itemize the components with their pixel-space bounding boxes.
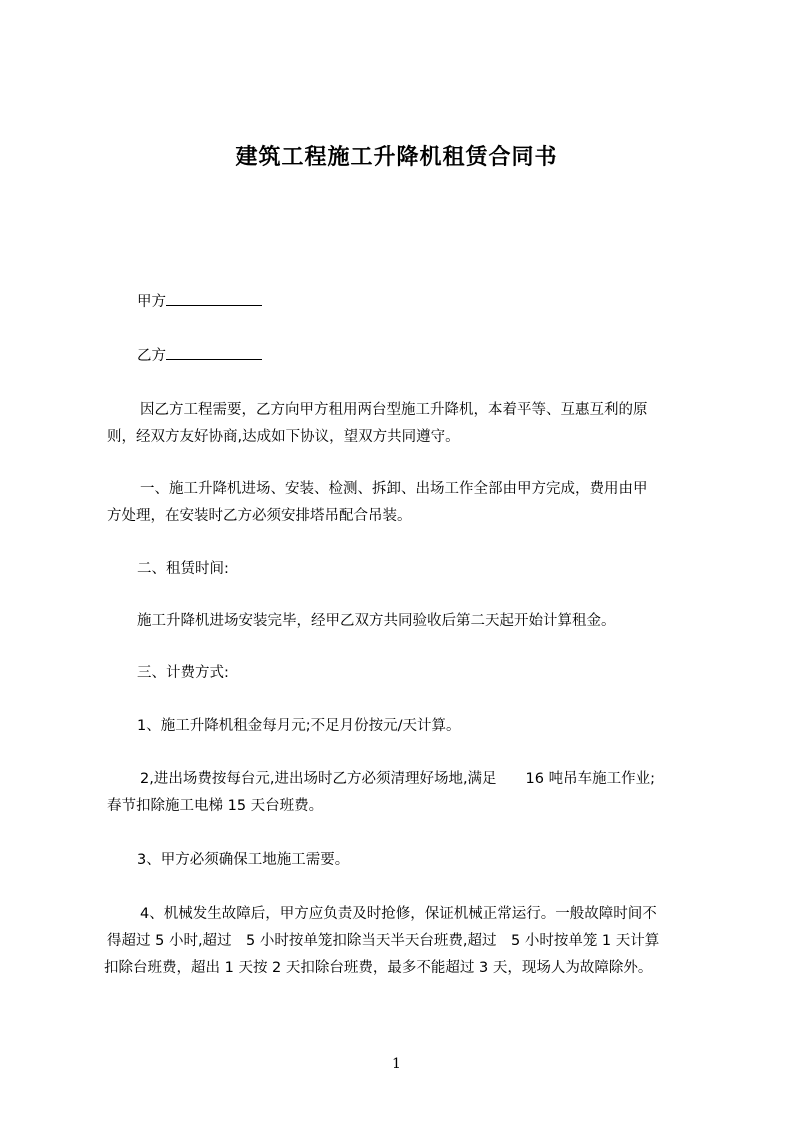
intro-line-2: 则，经双方友好协商,达成如下协议，望双方共同遵守。 — [107, 429, 460, 445]
item-4-line-3: 扣除台班费，超出 1 天按 2 天扣除台班费，最多不能超过 3 天，现场人为故障除外。 — [104, 960, 653, 976]
item-2-line-1: 2,进出场费按每台元,进出场时乙方必须清理好场地,满足 16 吨吊车施工作业; — [140, 771, 655, 787]
item-4-line-1: 4、机械发生故障后，甲方应负责及时抢修，保证机械正常运行。一般故障时间不 — [140, 906, 657, 922]
party-b-blank — [166, 344, 262, 360]
party-a-blank — [166, 290, 262, 306]
section-3-heading: 三、计费方式: — [137, 665, 229, 681]
intro-line-1: 因乙方工程需要，乙方向甲方租用两台型施工升降机，本着平等、互惠互利的原 — [140, 402, 648, 418]
party-a-label: 甲方 — [137, 294, 166, 310]
item-1: 1、施工升降机租金每月元;不足月份按元/天计算。 — [137, 718, 461, 734]
party-a-line — [137, 290, 262, 312]
party-b-label: 乙方 — [137, 348, 166, 364]
item-2-line-2: 春节扣除施工电梯 15 天台班费。 — [107, 798, 324, 814]
section-1-line-2: 方处理，在安装时乙方必须安排塔吊配合吊装。 — [107, 508, 412, 524]
page-number: 1 — [392, 1056, 401, 1072]
party-b-line — [137, 344, 262, 366]
item-4-line-2: 得超过 5 小时,超过 5 小时按单笼扣除当天半天台班费,超过 5 小时按单笼 1 天计算 — [107, 933, 660, 949]
section-2-heading: 二、租赁时间: — [137, 561, 229, 577]
item-3: 3、甲方必须确保工地施工需要。 — [137, 852, 350, 868]
document-title: 建筑工程施工升降机租赁合同书 — [235, 145, 558, 170]
section-2-text: 施工升降机进场安装完毕，经甲乙双方共同验收后第二天起开始计算租金。 — [137, 613, 616, 629]
section-1-line-1: 一、施工升降机进场、安装、检测、拆卸、出场工作全部由甲方完成，费用由甲 — [140, 481, 648, 497]
